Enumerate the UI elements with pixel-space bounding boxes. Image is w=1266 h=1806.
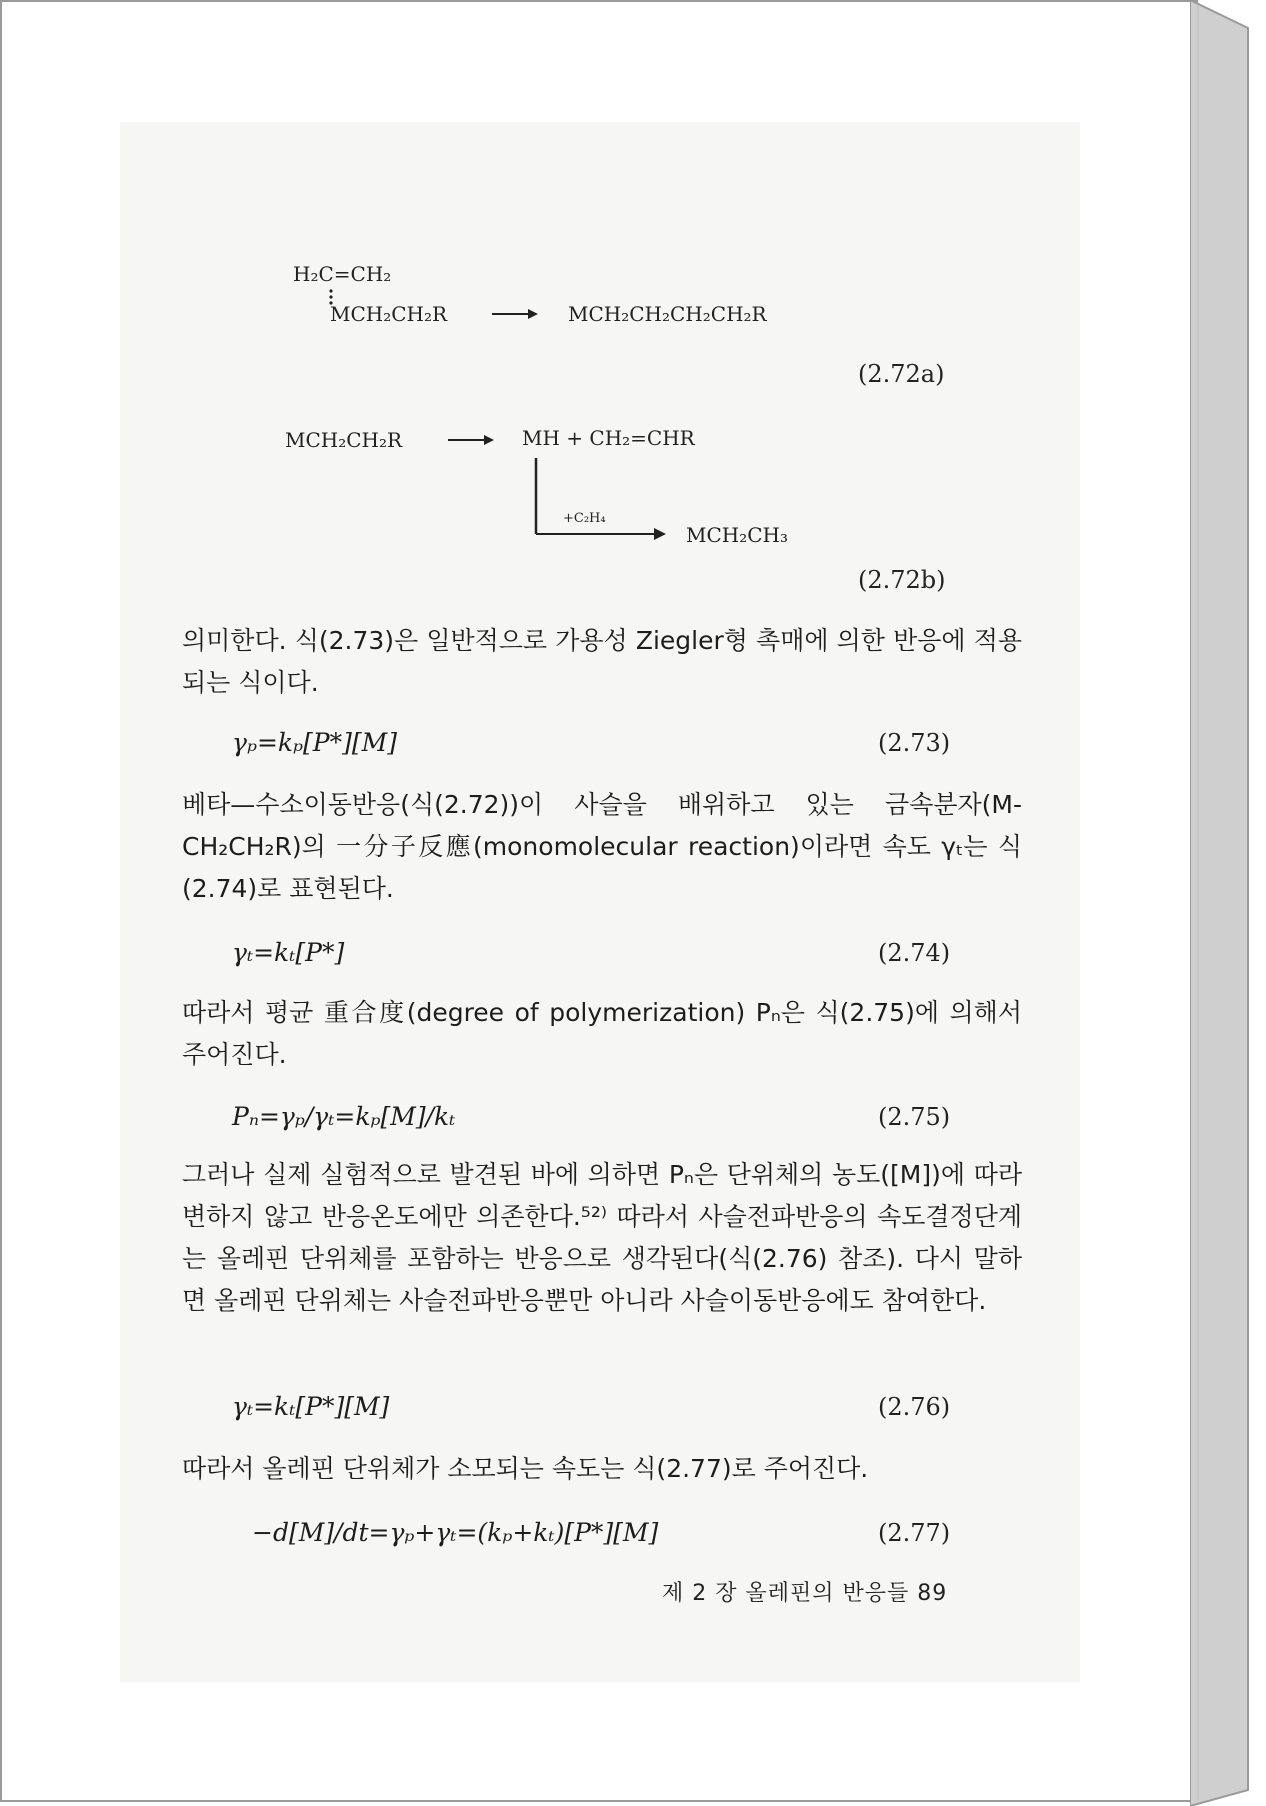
scheme-b-products: MH + CH₂=CHR [522,426,695,450]
scheme-b-product2: MCH₂CH₃ [686,523,789,547]
equation-2-77: −d[M]/dt=γₚ+γₜ=(kₚ+kₜ)[P*][M] [252,1518,659,1547]
paragraph-2: 베타—수소이동반응(식(2.72))이 사슬을 배위하고 있는 금속분자(M-CH₂CH₂R)의 一分子反應(monomolecular reaction)이라면 속도 γₜ는 식(2.74)로 표현된다. [182,790,1022,903]
scheme-b-reagent: +C₂H₄ [563,511,606,526]
scheme-a-arrow-icon [490,306,540,322]
eqnum-2-72a: (2.72a) [858,360,945,388]
eqnum-2-76: (2.76) [878,1393,951,1421]
paragraph-5: 따라서 올레핀 단위체가 소모되는 속도는 식(2.77)로 주어진다. [182,1454,869,1483]
equation-2-74: γₜ=kₜ[P*] [232,938,345,967]
scheme-a-ethylene: H₂C=CH₂ [293,262,392,286]
paragraph-1: 의미한다. 식(2.73)은 일반적으로 가용성 Ziegler형 촉매에 의한 반응에 적용되는 식이다. [182,626,1022,697]
eqnum-2-72b: (2.72b) [858,566,946,594]
equation-2-73: γₚ=kₚ[P*][M] [232,728,397,757]
equation-2-76: γₜ=kₜ[P*][M] [232,1392,390,1421]
eqnum-2-74: (2.74) [878,939,951,967]
scheme-b-arrow-icon [446,432,496,448]
page-edge [1190,0,1266,1806]
paragraph-3: 따라서 평균 重合度(degree of polymerization) Pₙ은 식(2.75)에 의해서 주어진다. [182,998,1022,1069]
eqnum-2-73: (2.73) [878,729,951,757]
scheme-a-product: MCH₂CH₂CH₂CH₂R [568,302,767,326]
paragraph-4: 그러나 실제 실험적으로 발견된 바에 의하면 Pₙ은 단위체의 농도([M])에 따라 변하지 않고 반응온도에만 의존한다.⁵²⁾ 따라서 사슬전파반응의 속도결정단계는 올레핀 단위체를 포함하는 반응으로 생각된다(식(2.76) 참조). 다시 말하면 올레핀 단위체는 사슬전파반응뿐만 아니라 사슬이동반응에도 참여한다. [182,1160,1022,1315]
scheme-a-reactant: MCH₂CH₂R [330,302,448,326]
equation-2-75: Pₙ=γₚ/γₜ=kₚ[M]/kₜ [232,1102,456,1131]
scheme-b-bent-arrow-icon [530,456,670,540]
eqnum-2-75: (2.75) [878,1103,951,1131]
running-footer: 제 2 장 올레핀의 반응들 89 [662,1581,948,1606]
eqnum-2-77: (2.77) [878,1519,951,1547]
scheme-b-reactant: MCH₂CH₂R [285,428,403,452]
